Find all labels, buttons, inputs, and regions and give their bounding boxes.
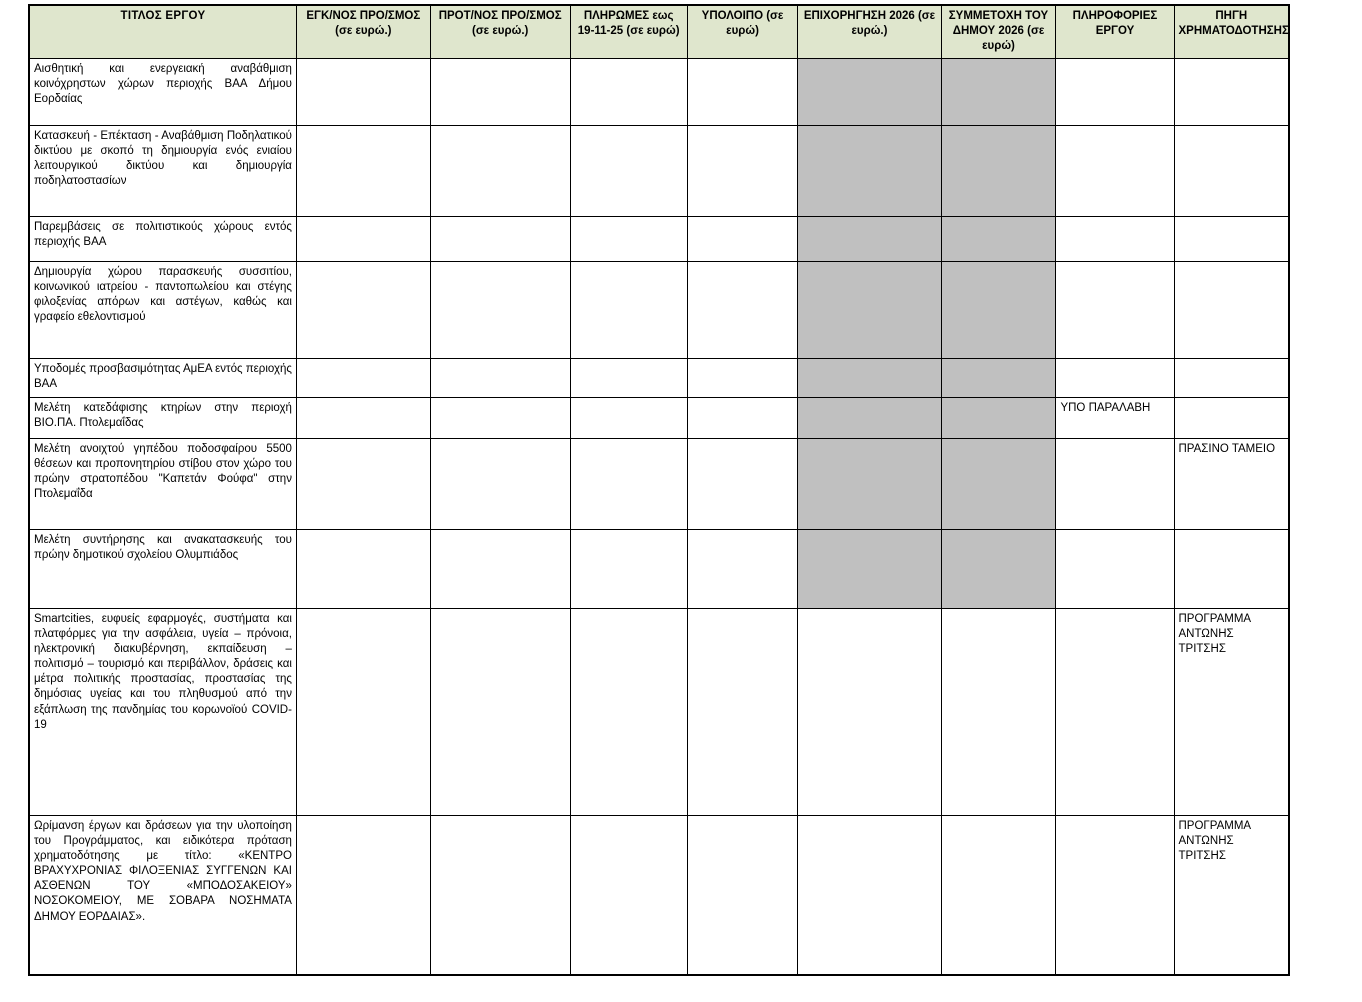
cell-funding-source bbox=[1174, 529, 1289, 608]
cell-municipality-2026 bbox=[941, 58, 1056, 125]
table-row bbox=[29, 815, 1289, 975]
column-header-grant-2026: ΕΠΙΧΟΡΗΓΗΣΗ 2026 (σε ευρώ.) bbox=[798, 5, 941, 58]
cell-project-info bbox=[1056, 815, 1174, 975]
cell-approved-budget bbox=[296, 261, 430, 358]
table-row bbox=[29, 58, 1289, 125]
cell-proposed-budget bbox=[430, 608, 570, 815]
cell-project-info bbox=[1056, 261, 1174, 358]
cell-project-info bbox=[1056, 529, 1174, 608]
cell-funding-source bbox=[1174, 397, 1289, 438]
cell-grant-2026 bbox=[798, 815, 941, 975]
cell-project-info bbox=[1056, 438, 1174, 529]
column-header-payments: ΠΛΗΡΩΜΕΣ εως 19-11-25 (σε ευρώ) bbox=[570, 5, 687, 58]
cell-municipality-2026 bbox=[941, 125, 1056, 216]
cell-project-info bbox=[1056, 608, 1174, 815]
cell-project-title: Υποδομές προσβασιμότητας ΑμΕΑ εντός περιοχής ΒΑΑ bbox=[29, 358, 296, 397]
cell-project-title: Ωρίμανση έργων και δράσεων για την υλοποίηση του Προγράμματος, και ειδικότερα πρόταση χρηματοδότησης με τίτλο: «ΚΕΝΤΡΟ ΒΡΑΧΥΧΡΟΝΙΑΣ ΦΙΛΟΞΕΝΙΑΣ ΣΥΓΓΕΝΩΝ ΚΑΙ ΑΣΘΕΝΩΝ ΤΟΥ «ΜΠΟΔΟΣΑΚΕΙΟΥ» ΝΟΣΟΚΟΜΕΙΟΥ, ΜΕ ΣΟΒΑΡΑ ΝΟΣΗΜΑΤΑ ΔΗΜΟΥ ΕΟΡΔΑΙΑΣ». bbox=[29, 815, 296, 975]
cell-municipality-2026 bbox=[941, 261, 1056, 358]
cell-approved-budget bbox=[296, 438, 430, 529]
table-row bbox=[29, 125, 1289, 216]
table-row bbox=[29, 438, 1289, 529]
cell-funding-source bbox=[1174, 358, 1289, 397]
cell-project-info bbox=[1056, 358, 1174, 397]
cell-project-title: Δημιουργία χώρου παρασκευής συσσιτίου, κοινωνικού ιατρείου - παντοπωλείου και στέγης φιλοξενίας απόρων και αστέγων, καθώς και γραφείο εθελοντισμού bbox=[29, 261, 296, 358]
cell-proposed-budget bbox=[430, 216, 570, 261]
cell-project-info bbox=[1056, 125, 1174, 216]
cell-balance bbox=[687, 608, 798, 815]
column-header-proposed-budget: ΠΡΟΤ/ΝΟΣ ΠΡΟ/ΣΜΟΣ (σε ευρώ.) bbox=[430, 5, 570, 58]
cell-balance bbox=[687, 815, 798, 975]
cell-grant-2026 bbox=[798, 529, 941, 608]
table-row bbox=[29, 261, 1289, 358]
cell-project-title: Μελέτη κατεδάφισης κτηρίων στην περιοχή ΒΙΟ.ΠΑ. Πτολεμαΐδας bbox=[29, 397, 296, 438]
cell-municipality-2026 bbox=[941, 529, 1056, 608]
column-header-municipality-participation-2026: ΣΥΜΜΕΤΟΧΗ ΤΟΥ ΔΗΜΟΥ 2026 (σε ευρώ) bbox=[941, 5, 1056, 58]
cell-funding-source: ΠΡΟΓΡΑΜΜΑ ΑΝΤΩΝΗΣ ΤΡΙΤΣΗΣ bbox=[1174, 608, 1289, 815]
cell-balance bbox=[687, 358, 798, 397]
cell-balance bbox=[687, 529, 798, 608]
cell-proposed-budget bbox=[430, 815, 570, 975]
cell-grant-2026 bbox=[798, 216, 941, 261]
cell-project-info bbox=[1056, 58, 1174, 125]
cell-grant-2026 bbox=[798, 58, 941, 125]
table-row bbox=[29, 358, 1289, 397]
table-row bbox=[29, 397, 1289, 438]
table-row bbox=[29, 529, 1289, 608]
cell-approved-budget bbox=[296, 608, 430, 815]
cell-municipality-2026 bbox=[941, 438, 1056, 529]
cell-funding-source bbox=[1174, 261, 1289, 358]
cell-municipality-2026 bbox=[941, 216, 1056, 261]
cell-approved-budget bbox=[296, 58, 430, 125]
cell-balance bbox=[687, 58, 798, 125]
column-header-balance: ΥΠΟΛΟΙΠΟ (σε ευρώ) bbox=[687, 5, 798, 58]
cell-project-title: Κατασκευή - Επέκταση - Αναβάθμιση Ποδηλατικού δικτύου με σκοπό τη δημιουργία ενός ενιαίου λειτουργικού δικτύου και δημιουργία ποδηλατοστασίων bbox=[29, 125, 296, 216]
cell-funding-source bbox=[1174, 216, 1289, 261]
column-header-title: ΤΙΤΛΟΣ ΕΡΓΟΥ bbox=[29, 5, 296, 58]
cell-payments bbox=[570, 358, 687, 397]
cell-municipality-2026 bbox=[941, 358, 1056, 397]
cell-proposed-budget bbox=[430, 397, 570, 438]
cell-balance bbox=[687, 125, 798, 216]
cell-project-title: Παρεμβάσεις σε πολιτιστικούς χώρους εντός περιοχής ΒΑΑ bbox=[29, 216, 296, 261]
cell-payments bbox=[570, 261, 687, 358]
column-header-project-info: ΠΛΗΡΟΦΟΡΙΕΣ ΕΡΓΟΥ bbox=[1056, 5, 1174, 58]
cell-funding-source: ΠΡΑΣΙΝΟ ΤΑΜΕΙΟ bbox=[1174, 438, 1289, 529]
cell-proposed-budget bbox=[430, 529, 570, 608]
table-row bbox=[29, 608, 1289, 815]
cell-balance bbox=[687, 261, 798, 358]
cell-payments bbox=[570, 608, 687, 815]
cell-approved-budget bbox=[296, 529, 430, 608]
header-row bbox=[29, 5, 1289, 58]
cell-grant-2026 bbox=[798, 358, 941, 397]
cell-payments bbox=[570, 397, 687, 438]
cell-proposed-budget bbox=[430, 125, 570, 216]
cell-approved-budget bbox=[296, 358, 430, 397]
cell-project-title: Αισθητική και ενεργειακή αναβάθμιση κοινόχρηστων χώρων περιοχής ΒΑΑ Δήμου Εορδαίας bbox=[29, 58, 296, 125]
table-body bbox=[29, 58, 1289, 975]
cell-municipality-2026 bbox=[941, 608, 1056, 815]
cell-balance bbox=[687, 438, 798, 529]
table-row bbox=[29, 216, 1289, 261]
cell-approved-budget bbox=[296, 125, 430, 216]
column-header-funding-source: ΠΗΓΗ ΧΡΗΜΑΤΟΔΟΤΗΣΗΣ bbox=[1174, 5, 1289, 58]
cell-project-title: Μελέτη ανοιχτού γηπέδου ποδοσφαίρου 5500 θέσεων και προπονητηρίου στίβου στον χώρο του πρώην στρατοπέδου "Καπετάν Φούφα" στην Πτολεμαΐδα bbox=[29, 438, 296, 529]
cell-funding-source bbox=[1174, 125, 1289, 216]
cell-proposed-budget bbox=[430, 58, 570, 125]
cell-funding-source: ΠΡΟΓΡΑΜΜΑ ΑΝΤΩΝΗΣ ΤΡΙΤΣΗΣ bbox=[1174, 815, 1289, 975]
cell-project-info bbox=[1056, 216, 1174, 261]
cell-payments bbox=[570, 438, 687, 529]
column-header-approved-budget: ΕΓΚ/ΝΟΣ ΠΡΟ/ΣΜΟΣ (σε ευρώ.) bbox=[296, 5, 430, 58]
table-header bbox=[29, 5, 1289, 58]
cell-grant-2026 bbox=[798, 397, 941, 438]
cell-payments bbox=[570, 529, 687, 608]
cell-approved-budget bbox=[296, 397, 430, 438]
budget-table bbox=[28, 4, 1290, 976]
cell-proposed-budget bbox=[430, 261, 570, 358]
cell-grant-2026 bbox=[798, 438, 941, 529]
cell-balance bbox=[687, 216, 798, 261]
cell-grant-2026 bbox=[798, 125, 941, 216]
cell-payments bbox=[570, 815, 687, 975]
cell-project-info: ΥΠΟ ΠΑΡΑΛΑΒΗ bbox=[1056, 397, 1174, 438]
cell-balance bbox=[687, 397, 798, 438]
cell-project-title: Μελέτη συντήρησης και ανακατασκευής του πρώην δημοτικού σχολείου Ολυμπιάδος bbox=[29, 529, 296, 608]
cell-grant-2026 bbox=[798, 608, 941, 815]
cell-approved-budget bbox=[296, 216, 430, 261]
cell-proposed-budget bbox=[430, 438, 570, 529]
cell-municipality-2026 bbox=[941, 815, 1056, 975]
cell-municipality-2026 bbox=[941, 397, 1056, 438]
cell-grant-2026 bbox=[798, 261, 941, 358]
cell-project-title: Smartcities, ευφυείς εφαρμογές, συστήματα και πλατφόρμες για την ασφάλεια, υγεία – πρόνοια, ηλεκτρονική διακυβέρνηση, εκπαίδευση – πολιτισμό – τουρισμό και περιβάλλον, δράσεις και μέτρα πολιτικής προστασίας, προστασίας της δημόσιας υγείας και του πληθυσμού από την εξάπλωση της πανδημίας του κορωνοϊού COVID-19 bbox=[29, 608, 296, 815]
cell-funding-source bbox=[1174, 58, 1289, 125]
cell-payments bbox=[570, 58, 687, 125]
cell-approved-budget bbox=[296, 815, 430, 975]
cell-payments bbox=[570, 216, 687, 261]
cell-proposed-budget bbox=[430, 358, 570, 397]
cell-payments bbox=[570, 125, 687, 216]
